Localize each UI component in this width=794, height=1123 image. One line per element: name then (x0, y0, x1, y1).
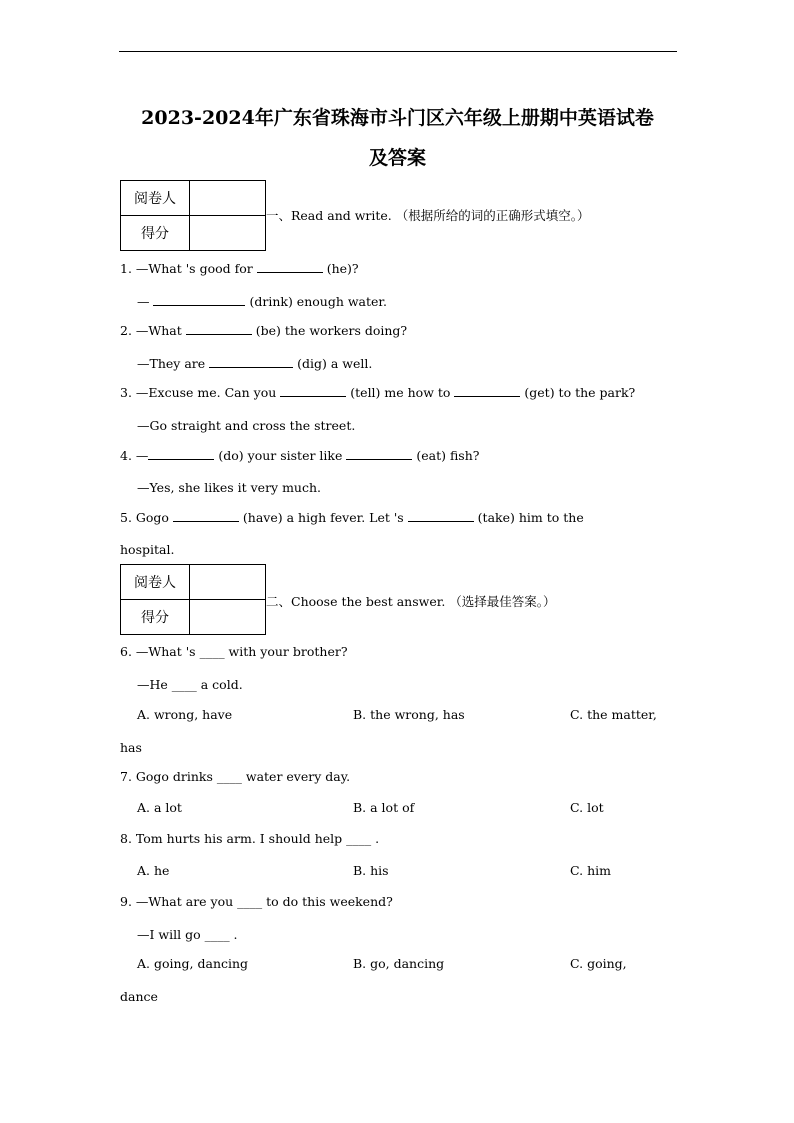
question-4: 4. — (do) your sister like (eat) fish? (120, 448, 480, 463)
question-6-reply: —He ____ a cold. (137, 677, 243, 692)
option-c[interactable]: C. lot (570, 800, 604, 815)
option-c[interactable]: C. going, (570, 956, 627, 971)
question-4-reply: —Yes, she likes it very much. (137, 480, 322, 495)
grader-label: 阅卷人 (121, 565, 190, 600)
grader-cell (190, 565, 266, 600)
option-c-cont: dance (120, 989, 158, 1004)
answer-blank[interactable] (173, 509, 239, 522)
score-cell (190, 600, 266, 635)
score-label: 得分 (121, 216, 190, 251)
answer-blank[interactable] (280, 384, 346, 397)
question-9-reply: —I will go ____ . (137, 927, 238, 942)
header-rule (119, 51, 677, 52)
score-cell (190, 216, 266, 251)
answer-blank[interactable] (153, 293, 245, 306)
grader-cell (190, 181, 266, 216)
question-8: 8. Tom hurts his arm. I should help ____ . (120, 831, 380, 846)
answer-blank[interactable] (346, 447, 412, 460)
answer-blank[interactable] (209, 355, 293, 368)
question-3-reply: —Go straight and cross the street. (137, 418, 356, 433)
question-9: 9. —What are you ____ to do this weekend? (120, 894, 393, 909)
grader-label: 阅卷人 (121, 181, 190, 216)
score-box-2 (120, 564, 266, 635)
question-3: 3. —Excuse me. Can you (tell) me how to (get) to the park? (120, 385, 636, 400)
score-label: 得分 (121, 600, 190, 635)
answer-blank[interactable] (148, 447, 214, 460)
section-heading-2: 二、Choose the best answer. （选择最佳答案。） (266, 594, 556, 609)
option-b[interactable]: B. the wrong, has (353, 707, 465, 722)
option-c-cont: has (120, 740, 142, 755)
option-a[interactable]: A. wrong, have (137, 707, 233, 722)
option-b[interactable]: B. his (353, 863, 389, 878)
score-box-1 (120, 180, 266, 251)
option-a[interactable]: A. a lot (137, 800, 182, 815)
question-5: 5. Gogo (have) a high fever. Let 's (take) him to the (120, 510, 584, 525)
option-a[interactable]: A. he (137, 863, 170, 878)
option-c[interactable]: C. him (570, 863, 611, 878)
question-7: 7. Gogo drinks ____ water every day. (120, 769, 351, 784)
answer-blank[interactable] (408, 509, 474, 522)
option-b[interactable]: B. go, dancing (353, 956, 445, 971)
question-1: 1. —What 's good for (he)? (120, 261, 359, 276)
page-title-line2: 及答案 (368, 147, 426, 169)
option-b[interactable]: B. a lot of (353, 800, 415, 815)
option-a[interactable]: A. going, dancing (137, 956, 249, 971)
question-2-reply: —They are (dig) a well. (137, 356, 373, 371)
page-title: 2023-2024年广东省珠海市斗门区六年级上册期中英语试卷 (141, 107, 654, 129)
section-heading-1: 一、Read and write. （根据所给的词的正确形式填空。） (266, 208, 590, 223)
question-6: 6. —What 's ____ with your brother? (120, 644, 348, 659)
question-5-cont: hospital. (120, 542, 175, 557)
answer-blank[interactable] (186, 322, 252, 335)
answer-blank[interactable] (257, 260, 323, 273)
answer-blank[interactable] (454, 384, 520, 397)
question-1-reply: — (drink) enough water. (137, 294, 387, 309)
question-2: 2. —What (be) the workers doing? (120, 323, 408, 338)
option-c[interactable]: C. the matter, (570, 707, 657, 722)
